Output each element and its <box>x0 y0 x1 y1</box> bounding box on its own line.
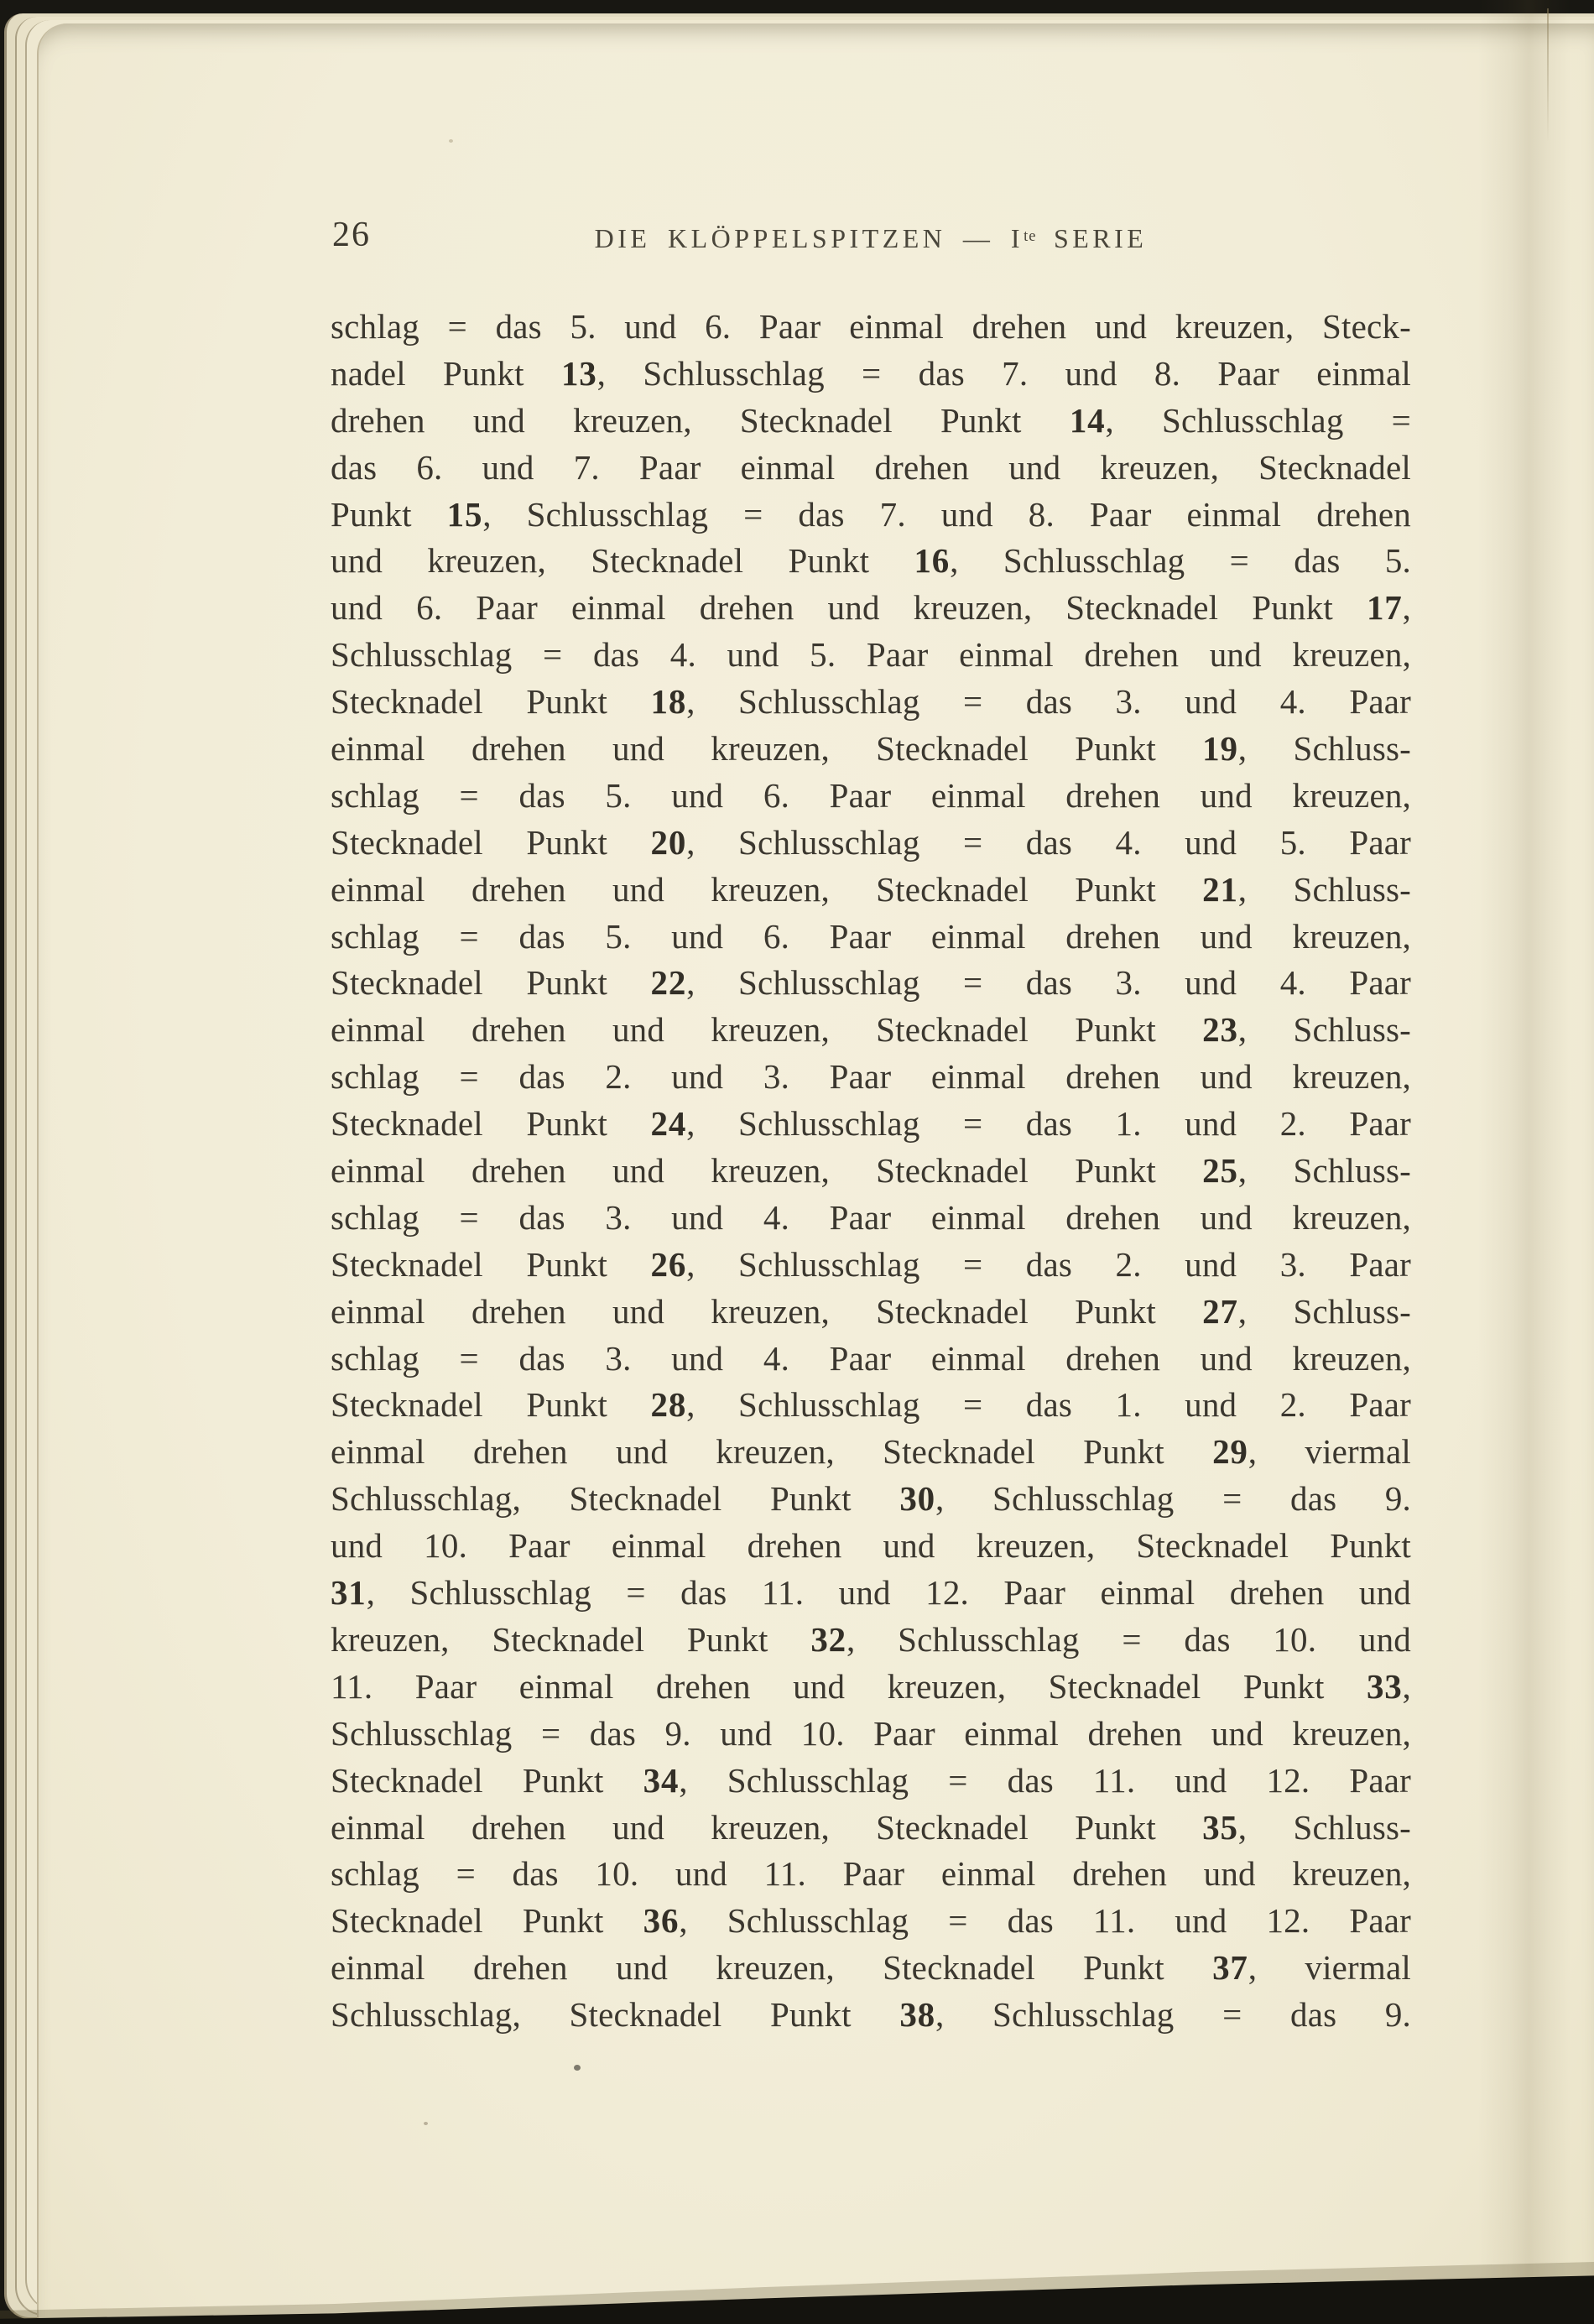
text-line: schlag = das 5. und 6. Paar einmal drehen und kreuzen, <box>331 916 1411 956</box>
text-line: Schlusschlag, Stecknadel Punkt 30, Schlusschlag = das 9. <box>331 1479 1411 1519</box>
text-line: einmal drehen und kreuzen, Stecknadel Punkt 23, Schluss- <box>331 1010 1411 1050</box>
text-line: Stecknadel Punkt 34, Schlusschlag = das 11. und 12. Paar <box>331 1760 1411 1800</box>
text-line: einmal drehen und kreuzen, Stecknadel Punkt 19, Schluss- <box>331 729 1411 769</box>
ink-speck <box>574 2065 581 2071</box>
text-line: Stecknadel Punkt 26, Schlusschlag = das 2. und 3. Paar <box>331 1244 1411 1284</box>
paper-speck <box>449 139 453 143</box>
text-line: und kreuzen, Stecknadel Punkt 16, Schlusschlag = das 5. <box>331 541 1411 581</box>
text-line: Schlusschlag, Stecknadel Punkt 38, Schlusschlag = das 9. <box>331 1995 1411 2035</box>
text-line: und 6. Paar einmal drehen und kreuzen, Stecknadel Punkt 17, <box>331 588 1411 628</box>
text-line: drehen und kreuzen, Stecknadel Punkt 14, Schlusschlag = <box>331 400 1411 440</box>
text-line: und 10. Paar einmal drehen und kreuzen, Stecknadel Punkt <box>331 1526 1411 1566</box>
text-line: Stecknadel Punkt 24, Schlusschlag = das 1. und 2. Paar <box>331 1104 1411 1144</box>
text-line: einmal drehen und kreuzen, Stecknadel Punkt 21, Schluss- <box>331 869 1411 909</box>
text-line: schlag = das 2. und 3. Paar einmal drehen und kreuzen, <box>331 1057 1411 1097</box>
text-line: schlag = das 3. und 4. Paar einmal drehen und kreuzen, <box>331 1338 1411 1378</box>
text-line: kreuzen, Stecknadel Punkt 32, Schlusschlag = das 10. und <box>331 1619 1411 1659</box>
running-header-tail: SERIE <box>1036 223 1148 253</box>
text-line: einmal drehen und kreuzen, Stecknadel Punkt 27, Schluss- <box>331 1291 1411 1331</box>
text-line: Stecknadel Punkt 20, Schlusschlag = das 4. und 5. Paar <box>331 822 1411 862</box>
text-line: schlag = das 5. und 6. Paar einmal drehen und kreuzen, <box>331 775 1411 815</box>
text-line: schlag = das 3. und 4. Paar einmal drehen und kreuzen, <box>331 1197 1411 1237</box>
text-line: Schlusschlag = das 9. und 10. Paar einmal drehen und kreuzen, <box>331 1713 1411 1753</box>
text-line: 11. Paar einmal drehen und kreuzen, Stecknadel Punkt 33, <box>331 1666 1411 1706</box>
text-line: Punkt 15, Schlusschlag = das 7. und 8. Paar einmal drehen <box>331 494 1411 534</box>
running-header <box>331 223 1411 254</box>
text-line: Schlusschlag = das 4. und 5. Paar einmal drehen und kreuzen, <box>331 635 1411 675</box>
text-line: nadel Punkt 13, Schlusschlag = das 7. und 8. Paar einmal <box>331 353 1411 393</box>
text-line: das 6. und 7. Paar einmal drehen und kreuzen, Stecknadel <box>331 447 1411 487</box>
text-line: Stecknadel Punkt 28, Schlusschlag = das 1. und 2. Paar <box>331 1385 1411 1425</box>
text-line: Stecknadel Punkt 22, Schlusschlag = das 3. und 4. Paar <box>331 963 1411 1003</box>
text-line: Stecknadel Punkt 18, Schlusschlag = das 3. und 4. Paar <box>331 682 1411 722</box>
text-line: 31, Schlusschlag = das 11. und 12. Paar einmal drehen und <box>331 1573 1411 1613</box>
body-text <box>331 304 1411 2039</box>
binding-gutter-shadow <box>1478 0 1571 2324</box>
running-header-superscript: te <box>1024 227 1037 245</box>
text-line: schlag = das 5. und 6. Paar einmal drehen und kreuzen, Steck- <box>331 307 1411 346</box>
text-line: einmal drehen und kreuzen, Stecknadel Punkt 35, Schluss- <box>331 1807 1411 1847</box>
text-line: einmal drehen und kreuzen, Stecknadel Punkt 37, viermal <box>331 1948 1411 1988</box>
text-line: Stecknadel Punkt 36, Schlusschlag = das 11. und 12. Paar <box>331 1901 1411 1941</box>
facing-page-edge <box>1547 8 1549 143</box>
text-line: einmal drehen und kreuzen, Stecknadel Punkt 25, Schluss- <box>331 1151 1411 1191</box>
text-line: schlag = das 10. und 11. Paar einmal drehen und kreuzen, <box>331 1854 1411 1894</box>
text-line: einmal drehen und kreuzen, Stecknadel Punkt 29, viermal <box>331 1432 1411 1472</box>
running-header-title: DIE KLÖPPELSPITZEN — I <box>594 223 1024 253</box>
page-number: 26 <box>332 216 371 254</box>
paper-speck <box>424 2122 428 2125</box>
